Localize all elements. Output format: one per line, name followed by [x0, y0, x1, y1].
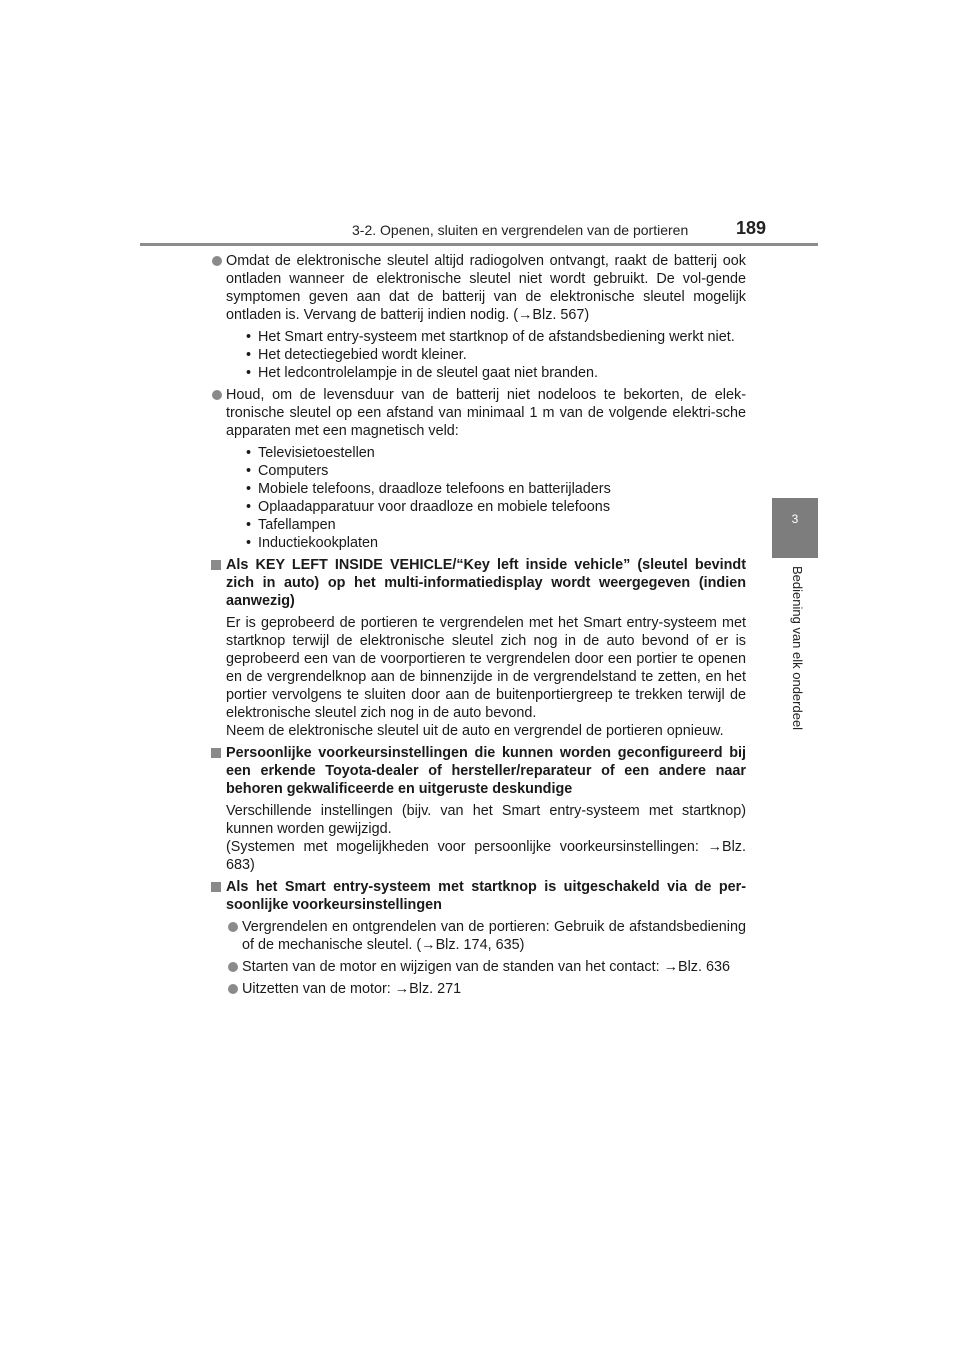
section-title: Als het Smart entry-systeem met startknop is uitgeschakeld via de per-soonlijke voorkeursinstellingen [226, 879, 746, 913]
sub-list-item: • Mobiele telefoons, draadloze telefoons en batterijladers [242, 480, 746, 498]
sub-list [242, 444, 746, 552]
list-item-text: Omdat de elektronische sleutel altijd radiogolven ontvangt, raakt de batterij ook ontladen wanneer de elektronische sleutel niet wordt gebruikt. De vol-gende symptomen geven aan dat de batterij van de elektronische sleutel mogelijk ontladen is. Vervang de batterij indien nodig. (→Blz. 567) [226, 253, 746, 323]
section-marker-icon [211, 882, 221, 892]
list-item [226, 980, 746, 998]
sub-list-item: • Televisietoestellen [242, 444, 746, 462]
bullet-icon [228, 922, 238, 932]
running-header-title: 3-2. Openen, sluiten en vergrendelen van de portieren [352, 222, 689, 238]
bullet-icon [212, 390, 222, 400]
section-body [226, 614, 746, 740]
sub-list [242, 328, 746, 382]
sub-list-item: • Inductiekookplaten [242, 534, 746, 552]
section-personal-settings [210, 744, 746, 874]
sub-list-item: • Het detectiegebied wordt kleiner. [242, 346, 746, 364]
list-item [226, 918, 746, 954]
sub-list-item: • Het Smart entry-systeem met startknop of de afstandsbediening werkt niet. [242, 328, 746, 346]
section-title: Persoonlijke voorkeursinstellingen die kunnen worden geconfigureerd bij een erkende Toyota-dealer of hersteller/reparateur of een andere naar behoren gekwalificeerde en uitgeruste deskundige [226, 745, 746, 797]
sub-list-item: • Tafellampen [242, 516, 746, 534]
section-marker-icon [211, 560, 221, 570]
header-divider [140, 243, 818, 246]
bullet-icon [212, 256, 222, 266]
paragraph: (Systemen met mogelijkheden voor persoonlijke voorkeursinstellingen: →Blz. 683) [226, 839, 746, 873]
chapter-number: 3 [791, 512, 799, 526]
sub-list-item: • Oplaadapparatuur voor draadloze en mobiele telefoons [242, 498, 746, 516]
list-item [210, 252, 746, 382]
section-smart-entry-disabled [210, 878, 746, 998]
section-title: Als KEY LEFT INSIDE VEHICLE/“Key left inside vehicle” (sleutel bevindt zich in auto) op het multi-informatiedisplay wordt weergegeven (indien aanwezig) [226, 557, 746, 609]
list-item-text: Vergrendelen en ontgrendelen van de portieren: Gebruik de afstandsbediening of de mechanische sleutel. (→Blz. 174, 635) [242, 919, 746, 953]
paragraph: Neem de elektronische sleutel uit de auto en vergrendel de portieren opnieuw. [226, 723, 724, 739]
bullet-icon [228, 984, 238, 994]
list-item [210, 386, 746, 552]
bullet-icon [228, 962, 238, 972]
page-number: 189 [736, 218, 767, 238]
list-item-text: Uitzetten van de motor: →Blz. 271 [242, 981, 462, 997]
sub-list-item: • Het ledcontrolelampje in de sleutel gaat niet branden. [242, 364, 746, 382]
section-body [226, 802, 746, 874]
list-item-text: Starten van de motor en wijzigen van de standen van het contact: →Blz. 636 [242, 959, 730, 975]
chapter-tab [772, 498, 818, 558]
sub-list-item: • Computers [242, 462, 746, 480]
list-item-text: Houd, om de levensduur van de batterij niet nodeloos te bekorten, de elek-tronische sleutel op een afstand van minimaal 1 m van de volgende elektri-sche apparaten met een magnetisch veld: [226, 387, 746, 439]
list-item [226, 958, 746, 976]
paragraph: Er is geprobeerd de portieren te vergrendelen met het Smart entry-systeem met startknop terwijl de elektronische sleutel zich nog in de auto bevond of er is geprobeerd een van de voorportieren te vergrendelen door een portier te openen en de vergrendelknop aan de binnenzijde in de vergrendelstand te zetten, en het portier vervolgens te sluiten door aan de buitenportiergreep te trekken terwijl de elektronische sleutel zich nog in de auto bevond. [226, 615, 746, 721]
page-content [210, 252, 746, 1002]
section-marker-icon [211, 748, 221, 758]
section-key-left-inside [210, 556, 746, 740]
paragraph: Verschillende instellingen (bijv. van het Smart entry-systeem met startknop) kunnen worden gewijzigd. [226, 803, 746, 837]
page-header [0, 0, 960, 250]
chapter-label: Bediening van elk onderdeel [790, 566, 805, 731]
